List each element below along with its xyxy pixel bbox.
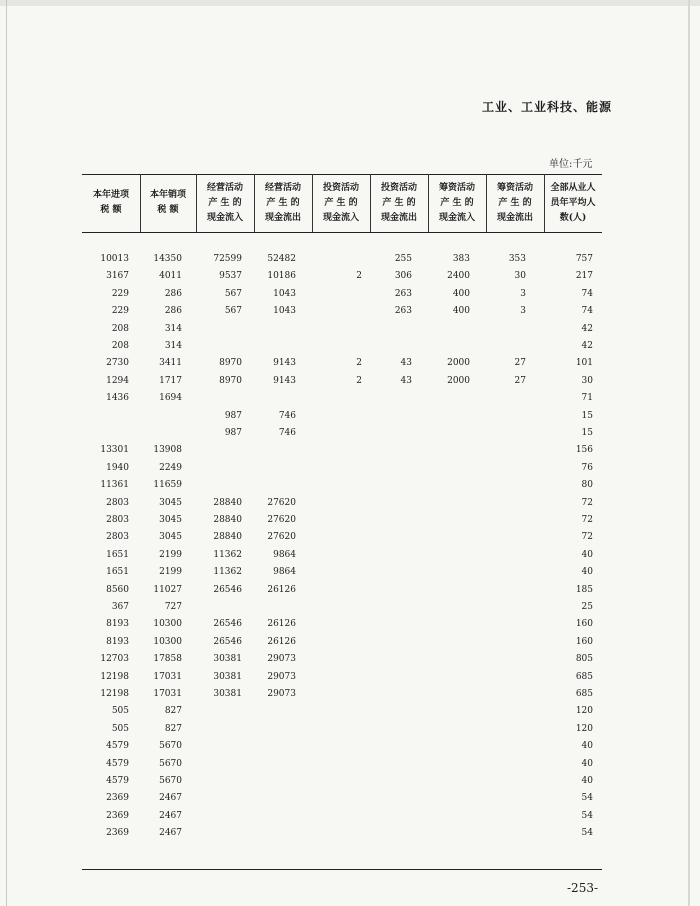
table-cell: 2803 (106, 532, 129, 543)
table-cell: 15 (581, 410, 593, 421)
unit-label: 单位:千元 (549, 159, 593, 170)
table-cell: 28840 (213, 532, 242, 543)
table-cell: 727 (164, 602, 182, 612)
table-cell: 8193 (106, 636, 129, 647)
table-cell: 11027 (153, 584, 182, 595)
table-cell: 383 (452, 254, 470, 264)
table-cell: 40 (581, 776, 593, 786)
table-cell: 26546 (213, 584, 242, 595)
table-cell: 400 (452, 288, 470, 299)
table-cell: 74 (581, 306, 593, 317)
section-header: 工业、工业科技、能源 (481, 100, 612, 114)
table-cell: 160 (575, 619, 593, 630)
table-cell: 367 (111, 602, 129, 612)
table-cell: 2000 (447, 358, 470, 369)
table-cell: 17031 (153, 689, 182, 699)
table-cell: 2199 (159, 567, 182, 578)
table-cell: 72 (581, 532, 593, 543)
table-cell: 8560 (106, 584, 129, 595)
table-cell: 827 (164, 723, 182, 734)
table-cell: 13301 (100, 445, 129, 456)
table-cell: 1717 (159, 375, 182, 386)
table-header-rule (82, 232, 602, 233)
table-cell: 3045 (159, 497, 182, 508)
table-cell: 11362 (213, 567, 242, 578)
table-cell: 76 (581, 462, 593, 473)
table-cell: 208 (111, 341, 129, 351)
table-cell: 160 (575, 636, 593, 647)
table-cell: 1043 (273, 306, 296, 317)
table-cell: 26546 (213, 619, 242, 630)
table-cell: 120 (575, 723, 593, 734)
table-cell: 4579 (106, 776, 129, 786)
column-header: 全部从业人 员年平均人 数(人) (550, 182, 596, 223)
column-header: 投资活动 产 生 的 现金流出 (380, 182, 417, 223)
table-cell: 27620 (267, 515, 296, 525)
table-cell: 27 (514, 358, 526, 369)
table-cell: 9537 (219, 271, 242, 282)
table-cell: 2803 (106, 497, 129, 508)
column-header: 经营活动 产 生 的 现金流入 (206, 182, 243, 223)
table-cell: 217 (575, 271, 593, 282)
column-header: 经营活动 产 生 的 现金流出 (264, 182, 301, 223)
table-cell: 1436 (106, 393, 129, 404)
table-cell: 567 (224, 306, 242, 317)
table-cell: 2400 (447, 271, 470, 282)
table-cell: 2730 (106, 358, 129, 369)
table-cell: 314 (164, 323, 182, 334)
table-cell: 28840 (213, 497, 242, 508)
table-cell: 9143 (273, 375, 296, 386)
table-cell: 29073 (267, 689, 296, 699)
table-cell: 286 (164, 306, 182, 317)
column-header: 投资活动 产 生 的 现金流入 (322, 182, 359, 223)
table-cell: 2199 (159, 549, 182, 560)
table-cell: 156 (575, 445, 593, 456)
column-header: 本年销项 税 额 (149, 190, 186, 215)
table-cell: 54 (581, 810, 593, 821)
table-cell: 805 (575, 654, 593, 665)
table-cell: 567 (224, 288, 242, 299)
table-cell: 2249 (159, 462, 182, 473)
table-cell: 3167 (106, 271, 129, 282)
table-cell: 27620 (267, 497, 296, 508)
table-cell: 5670 (159, 776, 182, 786)
table-cell: 229 (111, 288, 129, 299)
table-cell: 685 (575, 689, 593, 699)
table-cell: 987 (224, 410, 242, 421)
table-cell: 286 (164, 288, 182, 299)
table-cell: 185 (575, 584, 593, 595)
table-cell: 29073 (267, 654, 296, 665)
column-header: 本年进项 税 额 (92, 190, 129, 215)
table-cell: 8970 (219, 358, 242, 369)
table-cell: 54 (581, 828, 593, 839)
table-cell: 72 (581, 515, 593, 525)
table-cell: 1694 (159, 393, 182, 404)
table-cell: 11659 (153, 480, 182, 491)
table-cell: 40 (581, 741, 593, 752)
table-cell: 2000 (447, 375, 470, 386)
table-cell: 10013 (100, 254, 129, 264)
table-cell: 9143 (273, 358, 296, 369)
table-cell: 43 (400, 358, 412, 369)
scan-left-edge (6, 0, 7, 906)
table-cell: 3411 (159, 358, 182, 369)
table-cell: 42 (581, 323, 593, 334)
table-cell: 827 (164, 706, 182, 717)
table-cell: 72599 (213, 254, 242, 264)
table-cell: 43 (400, 375, 412, 386)
table-cell: 2467 (159, 793, 182, 804)
table-cell: 15 (581, 428, 593, 438)
table-cell: 2 (356, 358, 362, 369)
table-cell: 26126 (267, 584, 296, 595)
table-cell: 40 (581, 567, 593, 578)
table-cell: 2 (356, 375, 362, 386)
table-cell: 30381 (213, 654, 242, 665)
table-cell: 26546 (213, 636, 242, 647)
table-cell: 52482 (267, 254, 296, 264)
table-cell: 306 (394, 271, 412, 282)
table-cell: 101 (575, 358, 593, 369)
table-cell: 2369 (106, 810, 129, 821)
column-header: 筹资活动 产 生 的 现金流入 (438, 182, 475, 223)
table-cell: 2369 (106, 793, 129, 804)
table-cell: 12198 (100, 689, 129, 699)
table-cell: 14350 (153, 254, 182, 264)
table-cell: 12703 (100, 654, 129, 665)
table-cell: 72 (581, 497, 593, 508)
table-cell: 11362 (213, 549, 242, 560)
table-cell: 28840 (213, 515, 242, 525)
table-cell: 74 (581, 288, 593, 299)
table-cell: 2369 (106, 828, 129, 839)
table-cell: 1043 (273, 288, 296, 299)
table-cell: 314 (164, 341, 182, 351)
table-cell: 685 (575, 671, 593, 682)
table-cell: 8970 (219, 375, 242, 386)
table-cell: 3 (520, 306, 526, 317)
scan-right-edge (688, 0, 690, 906)
table-cell: 208 (111, 323, 129, 334)
table-cell: 3045 (159, 532, 182, 543)
table-cell: 12198 (100, 671, 129, 682)
table-cell: 29073 (267, 671, 296, 682)
table-cell: 30 (514, 271, 526, 282)
table-cell: 4579 (106, 741, 129, 752)
table-cell: 400 (452, 306, 470, 317)
table-cell: 40 (581, 758, 593, 769)
table-cell: 5670 (159, 758, 182, 769)
table-cell: 30 (581, 375, 593, 386)
table-cell: 757 (575, 254, 593, 264)
table-cell: 8193 (106, 619, 129, 630)
table-cell: 26126 (267, 619, 296, 630)
table-cell: 120 (575, 706, 593, 717)
table-cell: 746 (278, 410, 296, 421)
table-cell: 255 (394, 254, 412, 264)
table-cell: 229 (111, 306, 129, 317)
table-cell: 11361 (100, 480, 129, 491)
table-cell: 30381 (213, 671, 242, 682)
table-cell: 25 (581, 602, 593, 612)
table-cell: 987 (224, 428, 242, 438)
table-cell: 5670 (159, 741, 182, 752)
table-cell: 54 (581, 793, 593, 804)
table-cell: 2803 (106, 515, 129, 525)
table-cell: 17858 (153, 654, 182, 665)
table-cell: 27620 (267, 532, 296, 543)
table-cell: 3045 (159, 515, 182, 525)
table-cell: 80 (581, 480, 593, 491)
table-cell: 2 (356, 271, 362, 282)
page-number: -253- (567, 881, 599, 895)
table-cell: 505 (111, 723, 129, 734)
table-cell: 353 (508, 254, 526, 264)
table-cell: 30381 (213, 689, 242, 699)
table-cell: 26126 (267, 636, 296, 647)
table-cell: 40 (581, 549, 593, 560)
table-cell: 746 (278, 428, 296, 438)
table-cell: 17031 (153, 671, 182, 682)
table-cell: 3 (520, 288, 526, 299)
table-cell: 9864 (273, 549, 296, 560)
table-cell: 13908 (153, 445, 182, 456)
table-cell: 10300 (153, 619, 182, 630)
table-cell: 4011 (159, 271, 182, 282)
table-cell: 42 (581, 341, 593, 351)
scan-top-border (0, 0, 700, 6)
table-cell: 2467 (159, 810, 182, 821)
table-cell: 1294 (106, 375, 129, 386)
table-cell: 10300 (153, 636, 182, 647)
table-cell: 4579 (106, 758, 129, 769)
table-cell: 71 (581, 393, 593, 404)
table-cell: 1940 (106, 462, 129, 473)
table-cell: 263 (394, 306, 412, 317)
table-cell: 10186 (267, 271, 296, 282)
table-cell: 2467 (159, 828, 182, 839)
table-cell: 27 (514, 375, 526, 386)
table-cell: 263 (394, 288, 412, 299)
table-cell: 505 (111, 706, 129, 717)
table-cell: 1651 (106, 567, 129, 578)
page-bottom-rule (82, 869, 602, 870)
table-cell: 9864 (273, 567, 296, 578)
column-header: 筹资活动 产 生 的 现金流出 (496, 182, 533, 223)
table-cell: 1651 (106, 549, 129, 560)
